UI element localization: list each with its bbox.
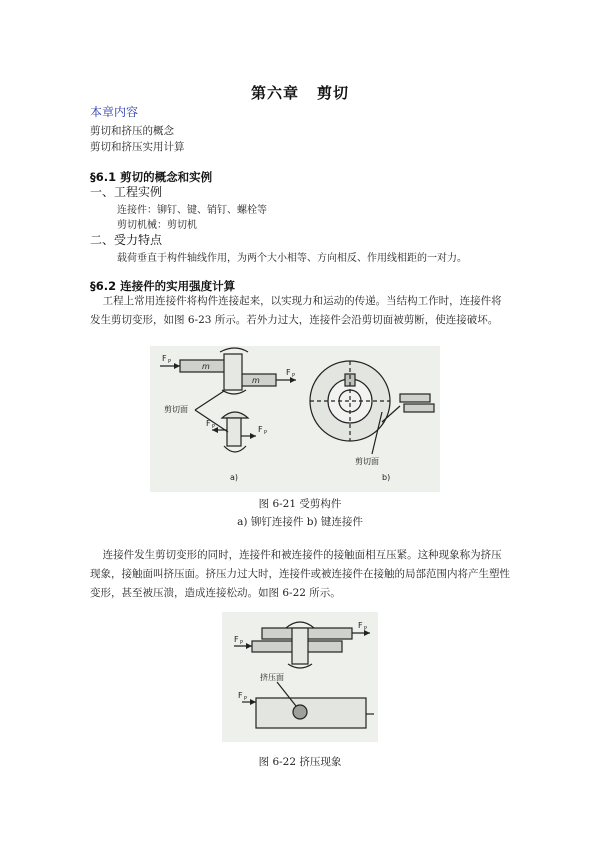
force-label: F [238, 691, 243, 700]
chapter-name: 剪切 [317, 84, 350, 102]
section-heading: §6.1 剪切的概念和实例 [90, 170, 213, 184]
shear-plane-label: 剪切面 [355, 457, 379, 466]
toc-item: 剪切和挤压的概念 [90, 125, 174, 137]
force-subscript: P [292, 373, 296, 379]
bearing-plane-label: 挤压面 [260, 673, 284, 682]
text-line: 剪切机械：剪切机 [117, 220, 197, 231]
figure-shear-members-drawing [150, 346, 440, 492]
shear-plane-mark: m [202, 362, 210, 371]
force-subscript: P [168, 359, 172, 365]
text-line: 连接件：铆钉、键、销钉、螺栓等 [117, 205, 267, 216]
figure-caption: 图 6-22 挤压现象 [258, 756, 342, 768]
force-subscript: P [244, 696, 248, 702]
figure-part-label: b) [382, 473, 391, 482]
force-subscript: P [364, 626, 368, 632]
toc-heading: 本章内容 [90, 105, 139, 119]
force-subscript: P [240, 640, 244, 646]
text-line: 载荷垂直于构件轴线作用，为两个大小相等、方向相反、作用线相距的一对力。 [117, 253, 467, 264]
force-label: F [258, 425, 263, 434]
figure-bearing-phenomenon [222, 612, 378, 742]
section-heading: §6.2 连接件的实用强度计算 [90, 279, 236, 293]
force-label: F [206, 419, 211, 428]
force-label: F [234, 635, 239, 644]
chapter-title [0, 82, 600, 103]
paragraph: 连接件发生剪切变形的同时，连接件和被连接件的接触面相互压紧。这种现象称为挤压现象，接触面叫挤压面。挤压力过大时，连接件或被连接件在接触的局部范围内将产生塑性变形，甚至被压溃，造成连接松动。如图 6-22 所示。 [90, 549, 510, 599]
subsection-heading: 一、工程实例 [90, 185, 163, 199]
force-subscript: P [264, 430, 268, 436]
figure-subcaption: a) 铆钉连接件 b) 键连接件 [237, 516, 363, 528]
figure-bearing-drawing [222, 612, 378, 742]
figure-part-label: a) [230, 473, 239, 482]
subsection-heading: 二、受力特点 [90, 233, 163, 247]
force-label: F [358, 621, 363, 630]
shear-plane-mark: m [252, 376, 260, 385]
figure-shear-members [150, 346, 440, 492]
shear-plane-label: 剪切面 [164, 405, 188, 414]
figure-caption: 图 6-21 受剪构件 [258, 498, 342, 510]
force-label: F [162, 354, 167, 363]
chapter-number: 第六章 [250, 84, 299, 102]
force-label: F [286, 368, 291, 377]
force-subscript: P [212, 424, 216, 430]
toc-item: 剪切和挤压实用计算 [90, 141, 185, 153]
paragraph: 工程上常用连接件将构件连接起来，以实现力和运动的传递。当结构工作时，连接件将发生剪切变形，如图 6-23 所示。若外力过大，连接件会沿剪切面被剪断，使连接破坏。 [90, 295, 502, 326]
